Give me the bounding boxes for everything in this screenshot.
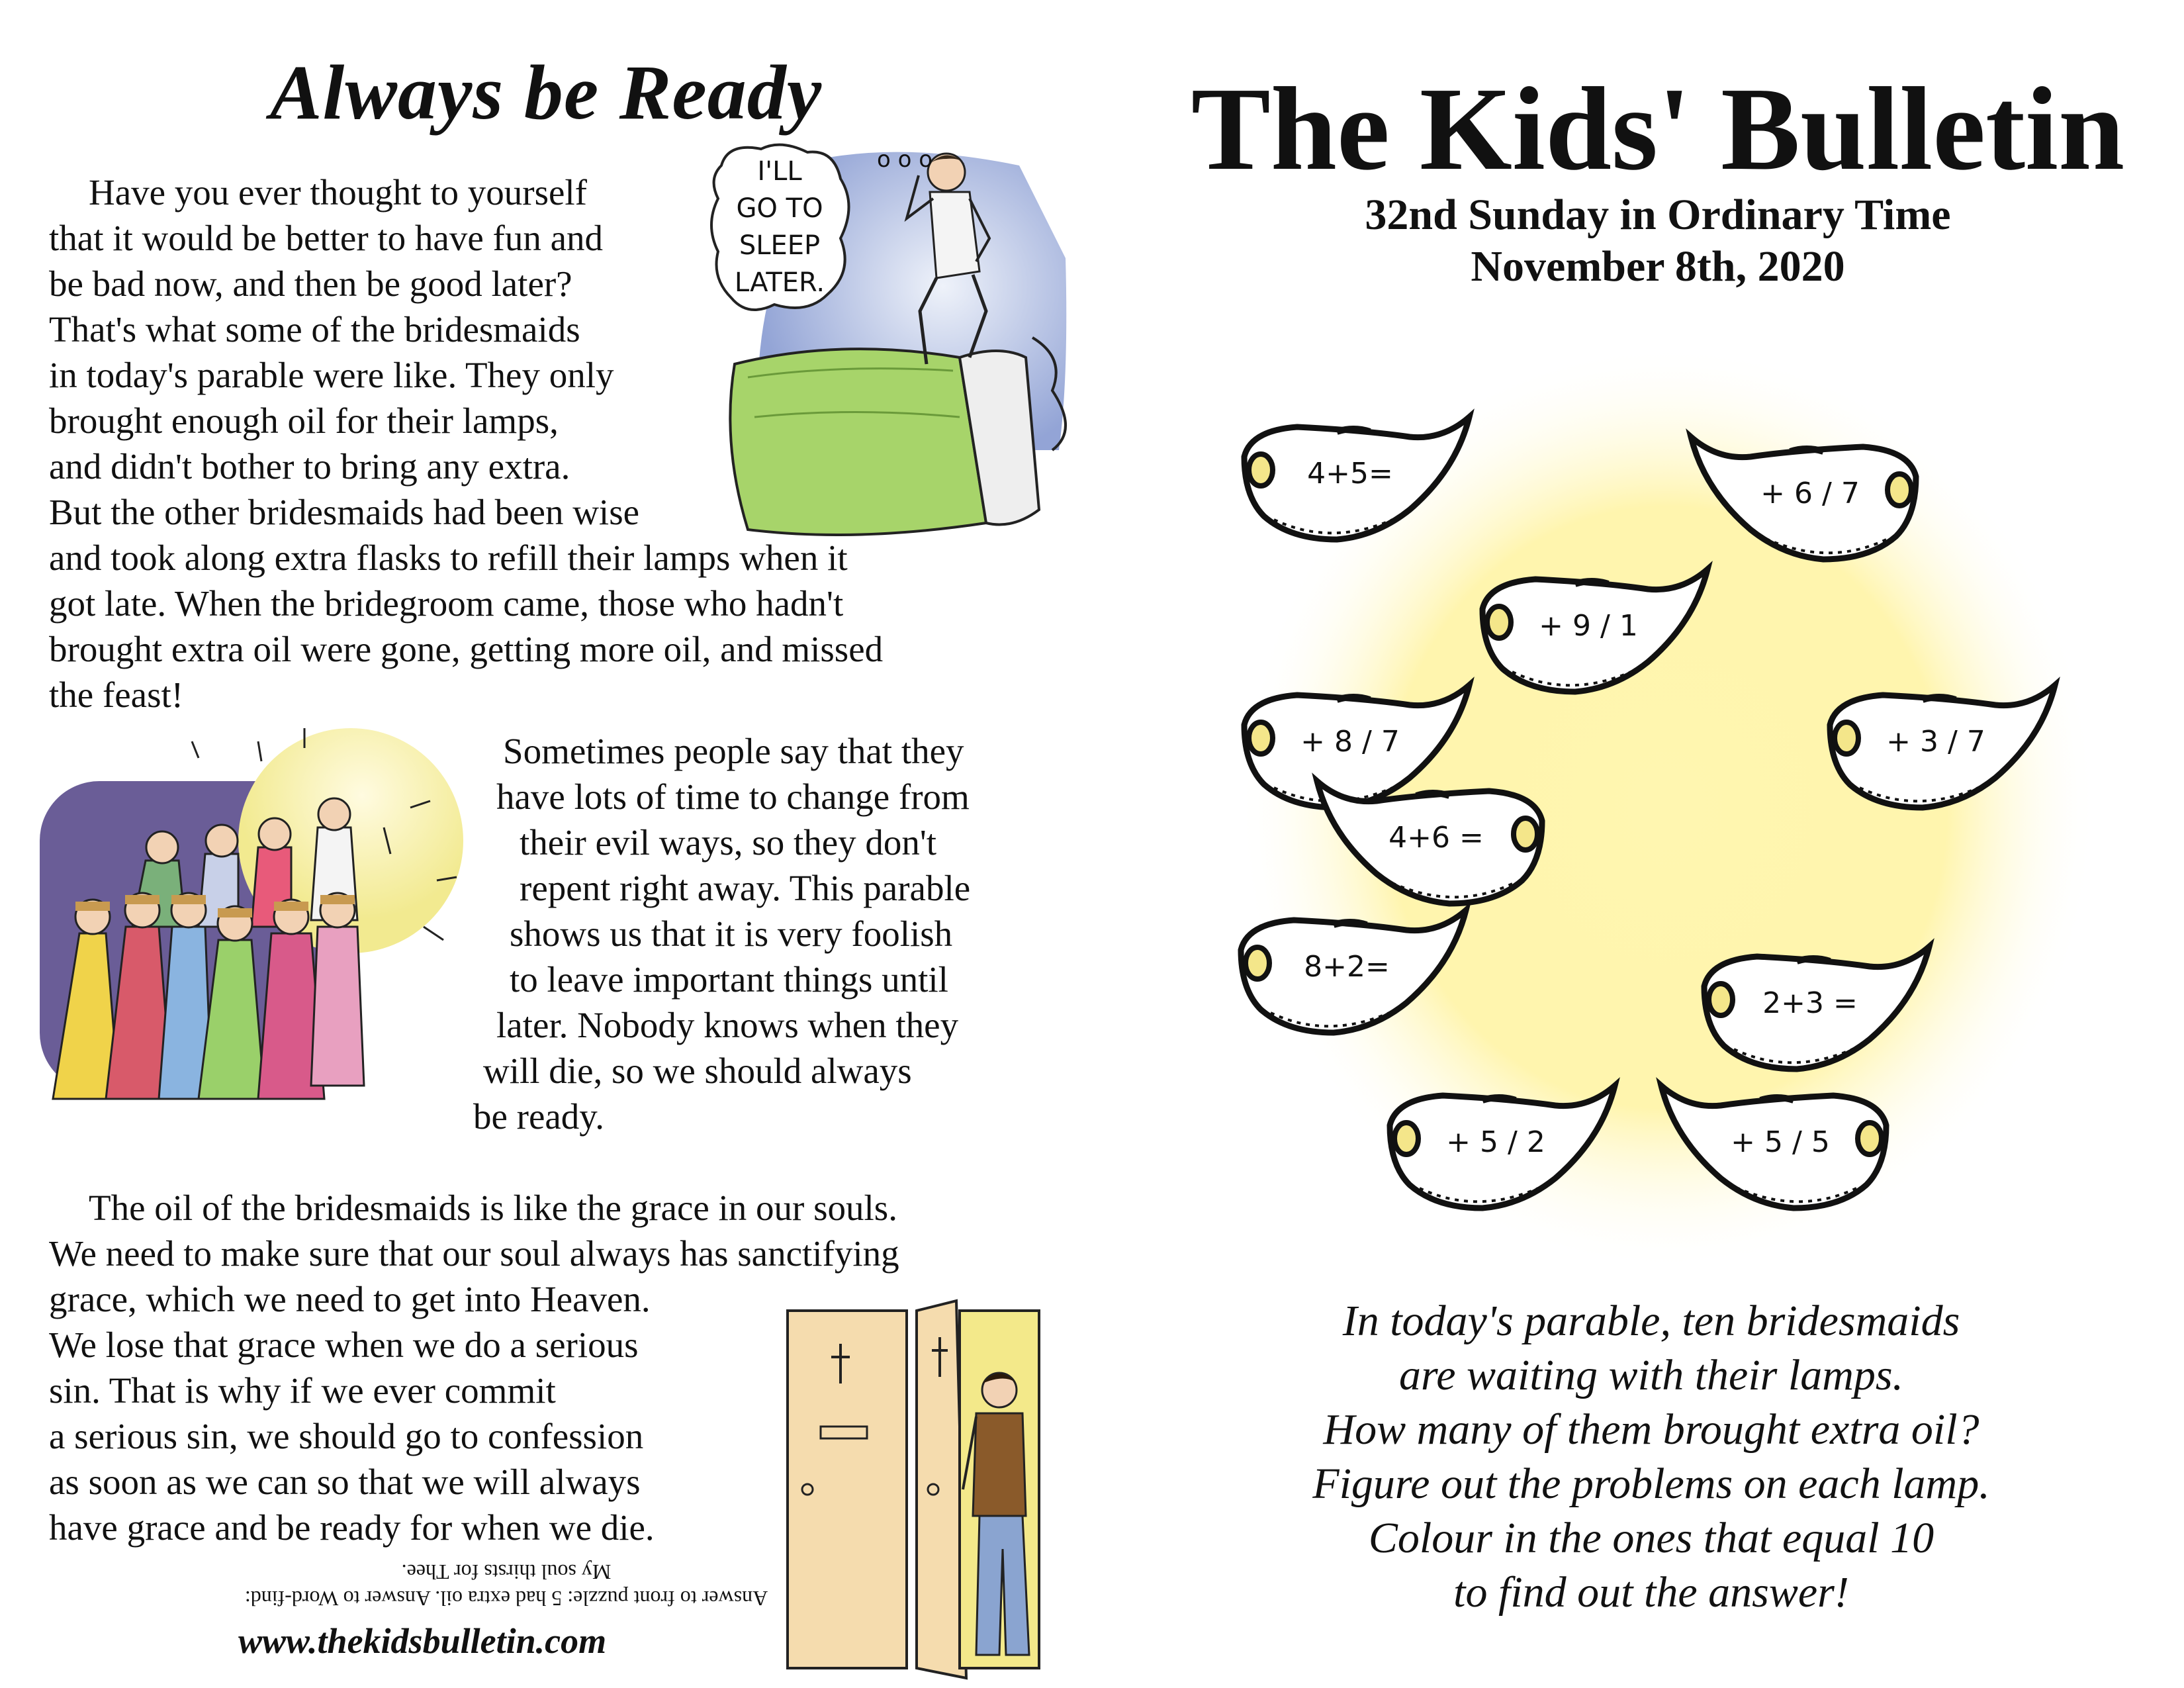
text-line: a serious sin, we should go to confession bbox=[49, 1416, 644, 1456]
text-line: brought extra oil were gone, getting more oil, and missed bbox=[49, 629, 884, 669]
lamp-math-problem: + 5 / 5 bbox=[1731, 1125, 1830, 1159]
left-title: Always be Ready bbox=[269, 49, 823, 136]
text-line: be bad now, and then be good later? bbox=[49, 263, 572, 304]
lamp-handle bbox=[1249, 454, 1273, 486]
lamp-handle bbox=[1514, 818, 1537, 850]
lamp-handle bbox=[1394, 1123, 1418, 1154]
lamp-fill-hole bbox=[1923, 697, 1956, 700]
text-line: to leave important things until bbox=[510, 959, 948, 1000]
lamp-handle bbox=[1888, 474, 1911, 506]
masthead-title: The Kids' Bulletin bbox=[1191, 63, 2125, 195]
text-line: But the other bridesmaids had been wise bbox=[49, 492, 640, 532]
lamp-fill-hole bbox=[1575, 581, 1608, 584]
confessional-door-illustration bbox=[774, 1297, 1052, 1681]
text-line: and took along extra flasks to refill their lamps when it bbox=[49, 538, 848, 578]
lamp-handle bbox=[1487, 606, 1511, 638]
text-line: the feast! bbox=[49, 675, 184, 715]
thought-dots: o o o bbox=[877, 146, 933, 173]
text-line: be ready. bbox=[473, 1096, 604, 1137]
lamp-fill-hole bbox=[1416, 793, 1449, 796]
text-line: have grace and be ready for when we die. bbox=[49, 1507, 655, 1548]
lamp-math-problem: + 6 / 7 bbox=[1760, 477, 1860, 510]
instruction-line: Colour in the ones that equal 10 bbox=[1368, 1514, 1934, 1562]
text-line: We need to make sure that our soul always has sanctifying bbox=[49, 1233, 899, 1274]
text-line: later. Nobody knows when they bbox=[496, 1005, 959, 1045]
lamp-math-problem: 8+2= bbox=[1304, 950, 1390, 984]
paragraph-3 bbox=[49, 1185, 899, 1550]
instruction-line: are waiting with their lamps. bbox=[1398, 1351, 1904, 1399]
lamp-math-problem: + 8 / 7 bbox=[1300, 725, 1400, 759]
lamp-fill-hole bbox=[1482, 1098, 1516, 1100]
lamp-handle bbox=[1249, 722, 1273, 754]
lamp-handle bbox=[1858, 1123, 1882, 1154]
puzzle-instructions bbox=[1165, 1294, 2138, 1620]
text-line: shows us that it is very foolish bbox=[510, 914, 953, 954]
lamp-fill-hole bbox=[1337, 697, 1370, 700]
answer-line: Answer to front puzzle: 5 had extra oil. Answer to Word-find: bbox=[244, 1587, 768, 1611]
text-line: Have you ever thought to yourself bbox=[89, 172, 588, 212]
text-line: got late. When the bridegroom came, those who hadn't bbox=[49, 583, 844, 624]
thought-line: SLEEP bbox=[739, 230, 821, 261]
lamp-math-problem: + 9 / 1 bbox=[1539, 609, 1638, 643]
text-line: repent right away. This parable bbox=[520, 868, 971, 908]
lamp-fill-hole bbox=[1334, 922, 1367, 925]
subtitle-date-line-1: 32nd Sunday in Ordinary Time bbox=[1365, 191, 1951, 239]
thought-line: LATER. bbox=[734, 267, 825, 298]
text-line: The oil of the bridesmaids is like the grace in our souls. bbox=[89, 1188, 897, 1228]
lamp-math-problem: 4+6 = bbox=[1388, 821, 1484, 855]
thought-line: I'LL bbox=[757, 156, 802, 187]
answer-line: My soul thirsts for Thee. bbox=[401, 1560, 612, 1584]
text-line: We lose that grace when we do a serious bbox=[49, 1325, 639, 1365]
lamp-fill-hole bbox=[1797, 959, 1830, 961]
text-line: sin. That is why if we ever commit bbox=[49, 1370, 556, 1411]
subtitle-date-line-2: November 8th, 2020 bbox=[1471, 242, 1845, 291]
instruction-line: Figure out the problems on each lamp. bbox=[1312, 1460, 1990, 1508]
lamp-handle bbox=[1709, 984, 1733, 1015]
text-line: grace, which we need to get into Heaven. bbox=[49, 1279, 651, 1319]
lamp-fill-hole bbox=[1790, 449, 1823, 451]
text-line: that it would be better to have fun and bbox=[49, 218, 603, 258]
lamp-fill-hole bbox=[1337, 429, 1370, 432]
text-line: will die, so we should always bbox=[483, 1051, 912, 1091]
text-line: as soon as we can so that we will always bbox=[49, 1462, 641, 1502]
lamp-math-problem: 2+3 = bbox=[1762, 986, 1858, 1020]
bridesmaids-illustration bbox=[40, 728, 477, 1132]
text-line: Sometimes people say that they bbox=[503, 731, 964, 771]
paragraph-2 bbox=[463, 728, 970, 1139]
text-line: brought enough oil for their lamps, bbox=[49, 400, 559, 441]
instruction-line: How many of them brought extra oil? bbox=[1323, 1405, 1979, 1454]
upside-down-answer bbox=[218, 1559, 794, 1612]
text-line: their evil ways, so they don't bbox=[520, 822, 937, 863]
lamp-handle bbox=[1835, 722, 1858, 754]
lamp-puzzle-illustration bbox=[1178, 305, 2158, 1271]
lamp-math-problem: + 5 / 2 bbox=[1446, 1125, 1545, 1159]
text-line: have lots of time to change from bbox=[496, 776, 970, 817]
text-line: in today's parable were like. They only bbox=[49, 355, 614, 395]
boy-on-bed-illustration bbox=[708, 139, 1079, 549]
thought-line: GO TO bbox=[736, 193, 823, 224]
instruction-line: In today's parable, ten bridesmaids bbox=[1342, 1297, 1960, 1345]
website-link[interactable]: www.thekidsbulletin.com bbox=[238, 1621, 607, 1661]
instruction-line: to find out the answer! bbox=[1453, 1568, 1849, 1617]
lamp-fill-hole bbox=[1760, 1098, 1794, 1100]
lamp-math-problem: 4+5= bbox=[1307, 457, 1393, 491]
text-line: and didn't bother to bring any extra. bbox=[49, 446, 570, 487]
lamp-math-problem: + 3 / 7 bbox=[1886, 725, 1985, 759]
text-line: That's what some of the bridesmaids bbox=[49, 309, 580, 350]
lamp-handle bbox=[1246, 947, 1269, 979]
